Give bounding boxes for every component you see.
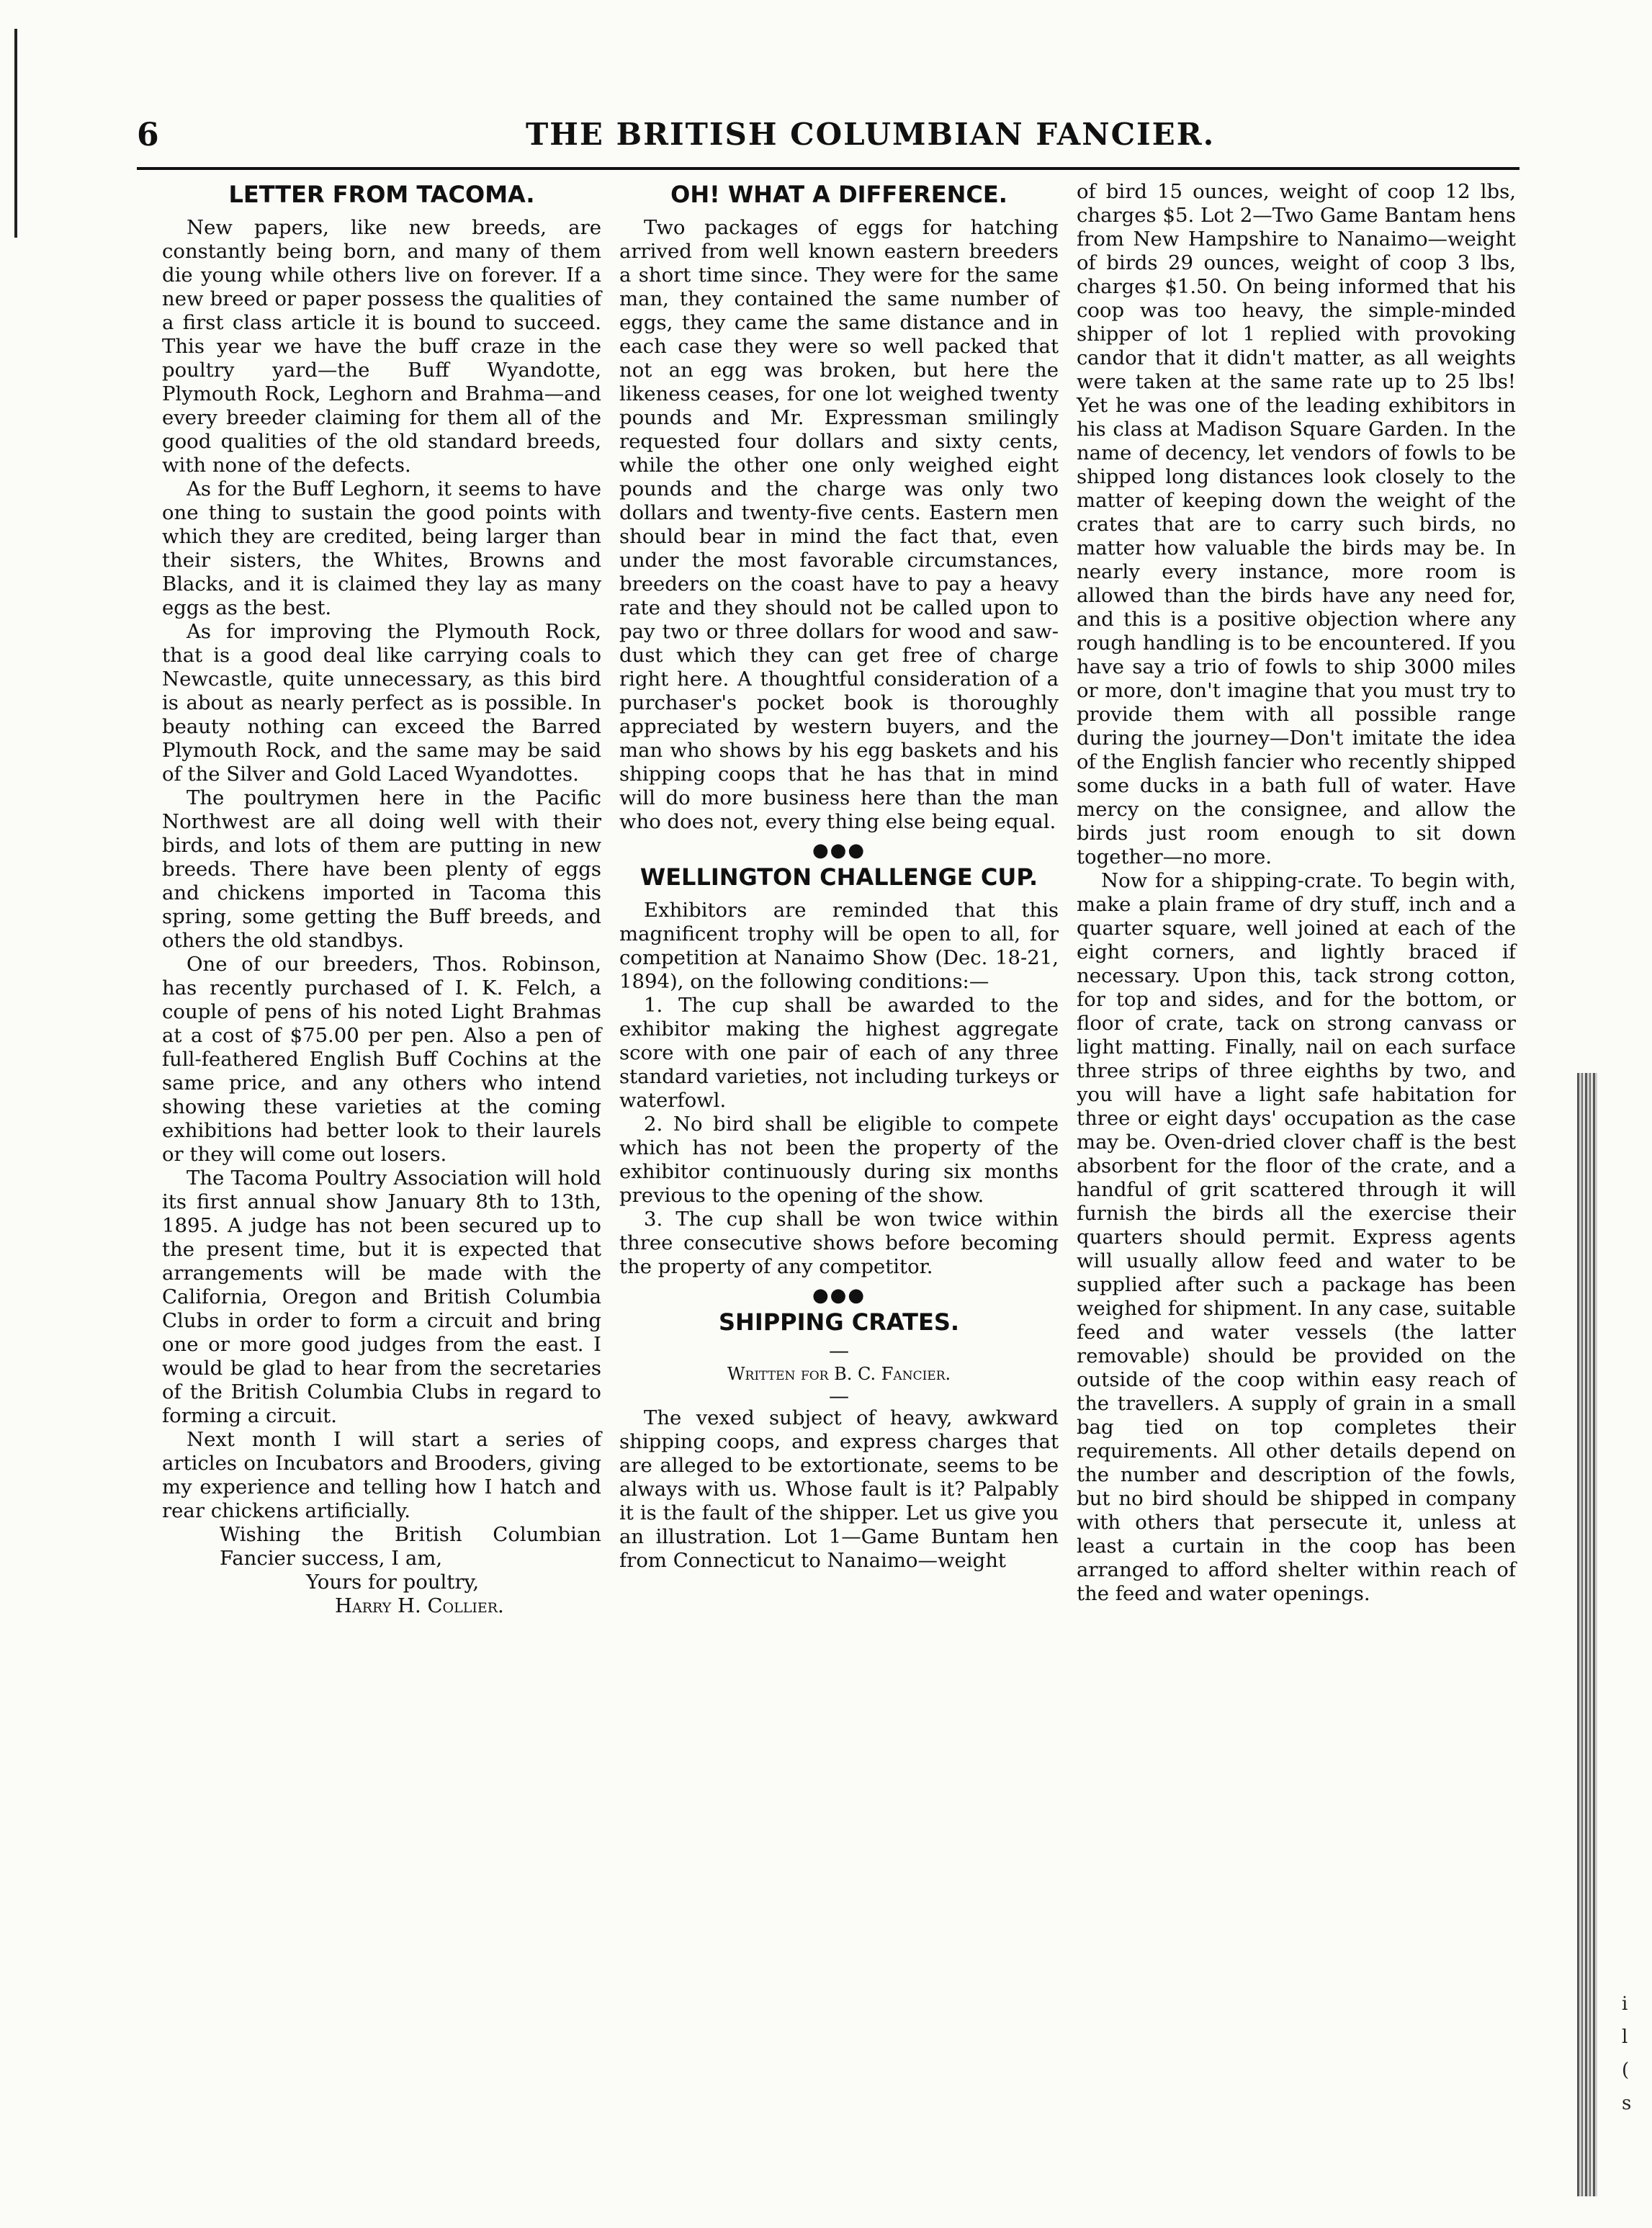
- margin-glyph: i: [1622, 1993, 1628, 2015]
- paragraph: 2. No bird shall be eligible to compete which has not been the property of the exhibitor continuously during six months previous to the opening of the show.: [619, 1113, 1059, 1207]
- section-ornament: ●●●: [812, 1285, 866, 1306]
- paragraph: One of our breeders, Thos. Robinson, has recently purchased of I. K. Felch, a couple of pens of his noted Light Brahmas at a cost of $75.00 per pen. Also a pen of full-feathered English Buff Cochins at the same price, and any others who intend showing these varieties at the coming exhibitions had better look to their laurels or they will come out losers.: [162, 953, 601, 1166]
- paragraph: Exhibitors are reminded that this magnificent trophy will be open to all, for competition at Nanaimo Show (Dec. 18-21, 1894), on the following conditions:—: [619, 899, 1059, 993]
- margin-glyph: (: [1622, 2059, 1630, 2081]
- margin-glyph: l: [1622, 2026, 1628, 2048]
- paragraph: As for improving the Plymouth Rock, that is a good deal like carrying coals to Newcastle, quite unnecessary, as this bird is about as nearly perfect as is possible. In beauty nothing can exceed the Barred Plymouth Rock, and the same may be said of the Silver and Gold Laced Wyandottes.: [162, 620, 601, 786]
- paragraph: 3. The cup shall be won twice within three consecutive shows before becoming the property of any competitor.: [619, 1208, 1059, 1278]
- paragraph: New papers, like new breeds, are constantly being born, and many of them die young while others live on forever. If a new breed or paper possess the qualities of a first class article it is bound to succeed. This year we have the buff craze in the poultry yard—the Buff Wyandotte, Plymouth Rock, Leghorn and Brahma—and every breeder claiming for them all of the good qualities of the old standard breeds, with none of the defects.: [162, 216, 601, 477]
- page-number: 6: [137, 117, 159, 153]
- binding-edge-strip: [1577, 1073, 1597, 2196]
- paragraph: Next month I will start a series of articles on Incubators and Brooders, giving my experience and telling how I hatch and rear chickens artificially.: [162, 1428, 601, 1522]
- paragraph: The Tacoma Poultry Association will hold its first annual show January 8th to 13th, 1895. A judge has not been secured up to the present time, but it is expected that arrangements will be made with the California, Oregon and British Columbia Clubs in order to form a circuit and bring one or more good judges from the east. I would be glad to hear from the secretaries of the British Columbia Clubs in regard to forming a circuit.: [162, 1167, 601, 1427]
- margin-glyph: s: [1622, 2093, 1632, 2114]
- byline: Written for B. C. Fancier.: [727, 1364, 951, 1384]
- closing-greeting: Wishing the British Columbian Fancier success, I am,: [220, 1523, 601, 1570]
- section-ornament: ●●●: [812, 840, 866, 861]
- signature: Harry H. Collier.: [335, 1594, 504, 1617]
- closing-valediction: Yours for poultry,: [306, 1571, 480, 1594]
- column-1: [162, 180, 601, 1618]
- column-3: [1077, 180, 1516, 1606]
- column-2: [619, 180, 1059, 1573]
- paragraph: As for the Buff Leghorn, it seems to have one thing to sustain the good points with which they are credited, being larger than their sisters, the Whites, Browns and Blacks, and it is claimed they lay as many eggs as the best.: [162, 477, 601, 619]
- header-rule: [137, 167, 1519, 170]
- paragraph: Two packages of eggs for hatching arrived from well known eastern breeders a short time since. They were for the same man, they contained the same number of eggs, they came the same distance and in each case they were so well packed that not an egg was broken, but here the likeness ceases, for one lot weighed twenty pounds and Mr. Expressman smilingly requested four dollars and sixty cents, while the other one only weighed eight pounds and the charge was only two dollars and twenty-five cents. Eastern men should bear in mind the fact that, even under the most favorable circumstances, breeders on the coast have to pay a heavy rate and they should not be called upon to pay two or three dollars for wood and saw-dust which they can get free of charge right here. A thoughtful consideration of a purchaser's pocket book is thoroughly appreciated by western buyers, and the man who shows by his egg baskets and his shipping coops that he has that in mind will do more business here than the man who does not, every thing else being equal.: [619, 216, 1059, 833]
- paragraph: The poultrymen here in the Pacific Northwest are all doing well with their birds, and lots of them are putting in new breeds. There have been plenty of eggs and chickens imported in Tacoma this spring, some getting the Buff breeds, and others the old standbys.: [162, 786, 601, 952]
- paragraph: Now for a shipping-crate. To begin with, make a plain frame of dry stuff, inch and a quarter square, well joined at each of the eight corners, and lightly braced if necessary. Upon this, tack strong cotton, for top and sides, and for the bottom, or floor of crate, tack on strong canvass or light matting. Finally, nail on each surface three strips of three eighths by two, and you will have a light safe habitation for three or eight days' occupation as the case may be. Oven-dried clover chaff is the best absorbent for the floor of the crate, and a handful of grit scattered through it will furnish the birds all the exercise their quarters should permit. Express agents will usually allow feed and water to be supplied after such a package has been weighed for shipment. In any case, suitable feed and water vessels (the latter removable) should be provided on the outside of the coop within easy reach of the travellers. A supply of grain in a small bag tied on top completes their requirements. All other details depend on the number and description of the fowls, but no bird should be shipped in company with others that persecute it, unless at least a curtain in the coop has been arranged to afford shelter within reach of the feed and water openings.: [1077, 869, 1516, 1605]
- article-title-shipping-crates: SHIPPING CRATES.: [718, 1308, 960, 1336]
- article-title-letter-from-tacoma: LETTER FROM TACOMA.: [228, 181, 535, 208]
- paragraph-continued: of bird 15 ounces, weight of coop 12 lbs, charges $5. Lot 2—Two Game Bantam hens from New Hampshire to Nanaimo—weight of birds 29 ounces, weight of coop 3 lbs, charges $1.50. On being informed that his coop was too heavy, the simple-minded shipper of lot 1 replied with provoking candor that it didn't matter, as all weights were taken at the same rate up to 25 lbs! Yet he was one of the leading exhibitors in his class at Madison Square Garden. In the name of decency, let vendors of fowls to be shipped long distances look closely to the matter of keeping down the weight of the crates that are to carry such birds, no matter how valuable the birds may be. In nearly every instance, more room is allowed than the birds have any need for, and this is a positive objection where any rough handling is to be encountered. If you have say a trio of fowls to ship 3000 miles or more, don't imagine that you must try to provide them with all possible range during the journey—Don't imitate the idea of the English fancier who recently shipped some ducks in a bath full of water. Have mercy on the consignee, and allow the birds just room enough to sit down together—no more.: [1077, 180, 1516, 868]
- left-margin-mark: [14, 29, 17, 238]
- margin-glyphs: [1622, 1987, 1643, 2120]
- separator-dash: —: [829, 1384, 849, 1408]
- paragraph: The vexed subject of heavy, awkward shipping coops, and express charges that are alleged to be extortionate, seems to be always with us. Whose fault is it? Palpably it is the fault of the shipper. Let us give you an illustration. Lot 1—Game Buntam hen from Connecticut to Nanaimo—weight: [619, 1406, 1059, 1572]
- running-title: THE BRITISH COLUMBIAN FANCIER.: [526, 117, 1216, 152]
- paragraph: 1. The cup shall be awarded to the exhibitor making the highest aggregate score with one pair of each of any three standard varieties, not including turkeys or waterfowl.: [619, 994, 1059, 1112]
- separator-dash: —: [829, 1339, 849, 1362]
- article-title-what-a-difference: OH! WHAT A DIFFERENCE.: [670, 181, 1007, 208]
- page-header: [137, 109, 1519, 158]
- article-title-wellington-cup: WELLINGTON CHALLENGE CUP.: [639, 863, 1038, 891]
